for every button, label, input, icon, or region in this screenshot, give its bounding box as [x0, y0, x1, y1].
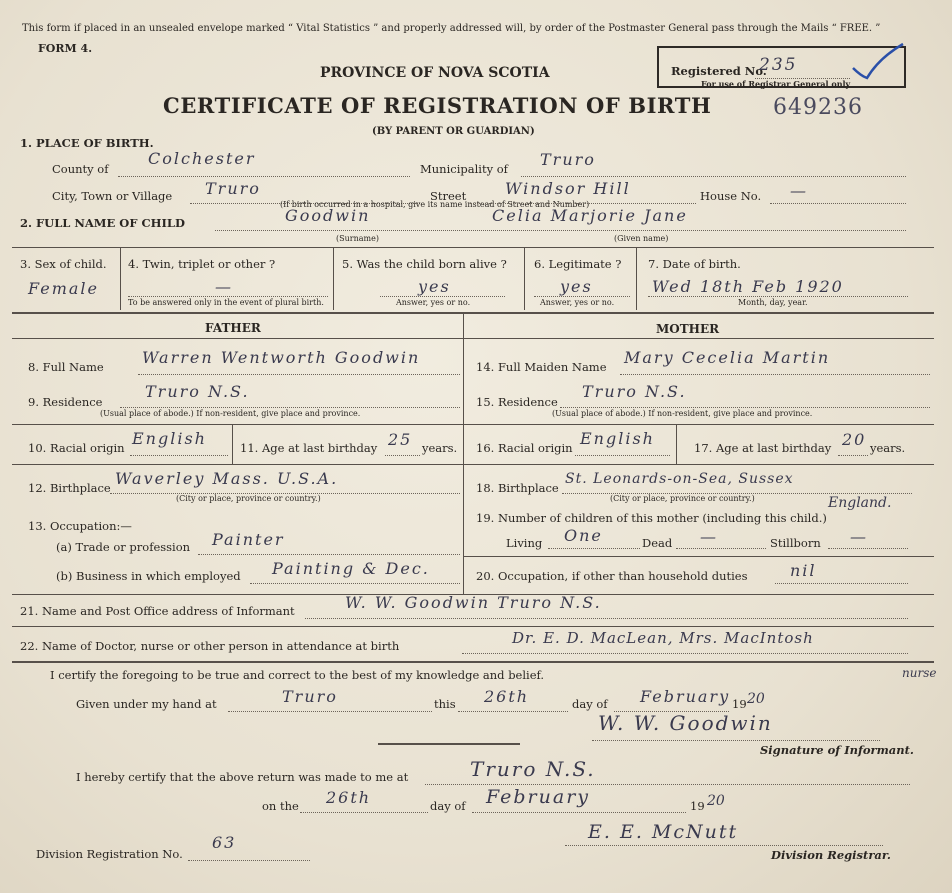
legitimate-label: 6. Legitimate ? [534, 257, 622, 271]
registrar-place-value: Truro N.S. [470, 757, 596, 781]
birth-date-note: Month, day, year. [738, 298, 808, 307]
rule [12, 247, 934, 248]
father-trade-value: Painter [212, 530, 285, 549]
registered-box [657, 46, 906, 88]
certificate-subtitle: (BY PARENT OR GUARDIAN) [372, 126, 535, 137]
informant-label: 21. Name and Post Office address of Informant [20, 604, 295, 618]
doctor-value: Dr. E. D. MacLean, Mrs. MacIntosh [512, 629, 814, 647]
child-surname-value: Goodwin [285, 206, 371, 225]
mother-birthplace-value: St. Leonards-on-Sea, Sussex [565, 471, 794, 487]
street-value: Windsor Hill [505, 179, 631, 198]
child-name-label: 2. FULL NAME OF CHILD [20, 216, 185, 230]
father-business-value: Painting & Dec. [272, 559, 430, 578]
mother-children-label: 19. Number of children of this mother (including this child.) [476, 511, 827, 525]
registration-month-value: February [486, 786, 591, 808]
division-registration-label: Division Registration No. [36, 847, 183, 861]
mother-name-value: Mary Cecelia Martin [624, 348, 831, 367]
house-value: — [790, 181, 808, 200]
form-number: FORM 4. [38, 42, 93, 55]
father-occupation-label: 13. Occupation:— [28, 519, 132, 533]
registrar-signature: E. E. McNutt [588, 821, 739, 843]
street-label: Street [430, 189, 467, 203]
check-mark-icon [849, 40, 909, 88]
father-birthplace-note: (City or place, province or country.) [176, 494, 321, 503]
certificate-title: CERTIFICATE OF REGISTRATION OF BIRTH [163, 93, 712, 118]
given-day-value: 26th [484, 687, 530, 706]
given-day-of-label: day of [572, 697, 608, 711]
doctor-value-2: nurse [902, 666, 937, 680]
father-age-label: 11. Age at last birthday [240, 441, 378, 455]
father-residence-value: Truro N.S. [145, 382, 250, 401]
father-heading: FATHER [205, 321, 261, 335]
legitimate-note: Answer, yes or no. [540, 298, 615, 307]
living-label: Living [506, 536, 543, 550]
mother-heading: MOTHER [656, 322, 720, 336]
stillborn-label: Stillborn [770, 536, 821, 550]
mother-age-value: 20 [842, 430, 867, 449]
registration-day-of-label: day of [430, 799, 466, 813]
certificate-number: 649236 [773, 95, 863, 120]
father-birthplace-value: Waverley Mass. U.S.A. [115, 469, 339, 488]
registration-day-value: 26th [326, 788, 372, 807]
father-years-label: years. [422, 441, 458, 455]
alive-label: 5. Was the child born alive ? [342, 257, 507, 271]
sex-label: 3. Sex of child. [20, 257, 107, 271]
mother-residence-label: 15. Residence [476, 395, 558, 409]
mother-residence-value: Truro N.S. [582, 382, 687, 401]
father-birthplace-label: 12. Birthplace [28, 481, 111, 495]
informant-signature-caption: Signature of Informant. [760, 743, 914, 757]
father-business-label: (b) Business in which employed [56, 569, 241, 583]
twin-label: 4. Twin, triplet or other ? [128, 257, 276, 271]
given-month-value: February [640, 687, 731, 706]
birth-date-value: Wed 18th Feb 1920 [652, 277, 844, 296]
dead-value: — [700, 527, 718, 546]
father-residence-label: 9. Residence [28, 395, 103, 409]
parents-divider [463, 312, 464, 594]
given-this-label: this [434, 697, 456, 711]
county-value: Colchester [148, 149, 256, 168]
registered-value: 235 [759, 55, 798, 75]
county-label: County of [52, 162, 109, 176]
father-name-label: 8. Full Name [28, 360, 104, 374]
alive-note: Answer, yes or no. [396, 298, 471, 307]
on-the-label: on the [262, 799, 299, 813]
father-age-value: 25 [388, 430, 413, 449]
separator-rule [378, 743, 520, 745]
mother-residence-note: (Usual place of abode.) If non-resident, give place and province. [552, 409, 813, 418]
division-registrar-caption: Division Registrar. [771, 848, 891, 862]
mother-years-label: years. [870, 441, 906, 455]
twin-value: — [215, 277, 233, 296]
municipality-label: Municipality of [420, 162, 508, 176]
province-heading: PROVINCE OF NOVA SCOTIA [320, 65, 550, 81]
twin-note: To be answered only in the event of plural birth. [128, 298, 324, 307]
legitimate-value: yes [560, 277, 593, 296]
house-label: House No. [700, 189, 762, 203]
given-caption: (Given name) [614, 234, 669, 243]
doctor-label: 22. Name of Doctor, nurse or other person in attendance at birth [20, 639, 400, 653]
registered-label: Registered No. [671, 64, 767, 78]
father-residence-note: (Usual place of abode.) If non-resident, give place and province. [100, 409, 361, 418]
registration-year-prefix: 19 [690, 799, 705, 813]
surname-caption: (Surname) [336, 234, 379, 243]
child-given-value: Celia Marjorie Jane [492, 206, 688, 225]
city-label: City, Town or Village [52, 189, 173, 203]
postal-notice: This form if placed in an unsealed envelope marked “ Vital Statistics ” and properly addressed will, by order of the Postmaster General pass through the Mails “ FREE. ” [22, 23, 881, 34]
given-place-value: Truro [282, 687, 338, 706]
birth-date-label: 7. Date of birth. [648, 257, 741, 271]
mother-racial-label: 16. Racial origin [476, 441, 573, 455]
mother-occupation-value: nil [790, 561, 817, 580]
mother-name-label: 14. Full Maiden Name [476, 360, 607, 374]
informant-value: W. W. Goodwin Truro N.S. [345, 593, 602, 612]
sex-value: Female [28, 279, 99, 298]
given-under-label: Given under my hand at [76, 697, 217, 711]
dead-label: Dead [642, 536, 673, 550]
given-year-prefix: 19 [732, 697, 747, 711]
living-value: One [564, 526, 603, 545]
hospital-note: (If birth occurred in a hospital, give its name instead of Street and Number) [280, 200, 590, 209]
city-value: Truro [205, 179, 261, 198]
mother-occupation-label: 20. Occupation, if other than household duties [476, 569, 748, 583]
mother-birthplace-label: 18. Birthplace [476, 481, 559, 495]
mother-racial-value: English [580, 429, 655, 448]
alive-value: yes [418, 277, 451, 296]
certify-text: I certify the foregoing to be true and correct to the best of my knowledge and belief. [50, 668, 545, 682]
registrar-text: I hereby certify that the above return was made to me at [76, 770, 409, 784]
division-registration-value: 63 [212, 833, 237, 852]
mother-birthplace-value-2: England. [828, 495, 892, 511]
father-racial-label: 10. Racial origin [28, 441, 125, 455]
rule [12, 312, 934, 314]
mother-birthplace-note: (City or place, province or country.) [610, 494, 755, 503]
father-racial-value: English [132, 429, 207, 448]
informant-signature: W. W. Goodwin [598, 711, 773, 735]
stillborn-value: — [850, 527, 868, 546]
mother-age-label: 17. Age at last birthday [694, 441, 832, 455]
given-year-value: 20 [747, 691, 765, 707]
municipality-value: Truro [540, 150, 596, 169]
father-name-value: Warren Wentworth Goodwin [142, 348, 421, 367]
registrar-note: For use of Registrar General only [701, 79, 851, 89]
registration-year-value: 20 [707, 793, 725, 809]
father-trade-label: (a) Trade or profession [56, 540, 191, 554]
place-of-birth-label: 1. PLACE OF BIRTH. [20, 136, 154, 150]
